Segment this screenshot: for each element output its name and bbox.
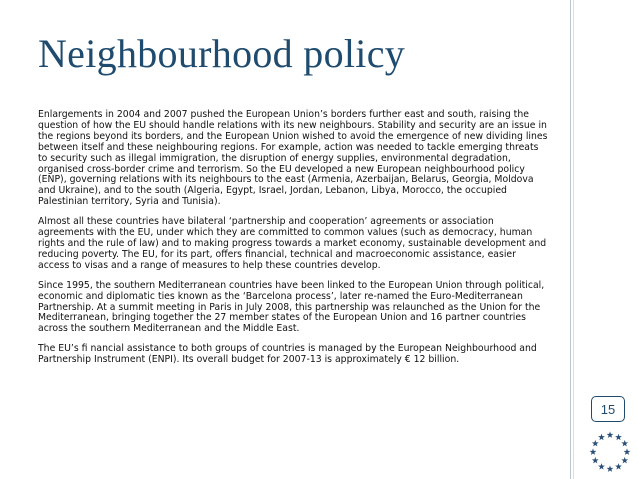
emblem-star <box>615 434 622 441</box>
paragraph-agreements: Almost all these countries have bilateral ‘partnership and cooperation’ agreements or association agreements with the EU, under which they are committed to common values (such as democracy, human rights and the rule of law) and to making progress towards a market economy, sustainable development and reducing poverty. The EU, for its part, offers financial, technical and macroeconomic assistance, easier access to visas and a range of measures to help these countries develop. <box>38 216 547 271</box>
emblem-star <box>615 463 622 470</box>
slide-title: Neighbourhood policy <box>38 31 406 76</box>
emblem-star <box>598 463 605 470</box>
page-number: 15 <box>600 401 616 417</box>
eu-stars-emblem-icon <box>586 428 634 476</box>
right-divider-line <box>570 0 571 479</box>
paragraph-enpi: The EU’s fi nancial assistance to both groups of countries is managed by the European Neighbourhood and Partnership Instrument (ENPI). Its overall budget for 2007-13 is approximately € 12 billion. <box>38 343 537 366</box>
emblem-star <box>590 448 597 455</box>
paragraph-barcelona-process: Since 1995, the southern Mediterranean countries have been linked to the European Union through political, economic and diplomatic ties known as the ‘Barcelona process’, later re-named the Euro-Mediterranean Partnership. At a summit meeting in Paris in July 2008, this partnership was relaunched as the Union for the Mediterranean, bringing together the 27 member states of the European Union and 16 partner countries across the southern Mediterranean and the Middle East. <box>38 279 545 335</box>
emblem-star <box>621 457 628 464</box>
emblem-star <box>592 457 599 464</box>
emblem-star <box>607 465 614 472</box>
emblem-star <box>598 434 605 441</box>
slide-body <box>38 110 550 375</box>
page-number-badge <box>591 396 625 422</box>
emblem-star <box>607 431 614 438</box>
emblem-star <box>624 448 631 455</box>
right-divider-line-secondary <box>573 0 574 479</box>
paragraph-enlargements: Enlargements in 2004 and 2007 pushed the European Union’s borders further east and south, raising the question of how the EU should handle relations with its new neighbours. Stability and security are an issue in the regions beyond its borders, and the European Union wished to avoid the emergence of new dividing lines between itself and these neighbouring regions. For example, action was needed to tackle emerging threats to security such as illegal immigration, the disruption of energy supplies, environmental degradation, organised cross-border crime and terrorism. So the EU developed a new European neighbourhood policy (ENP), governing relations with its neighbours to the east (Armenia, Azerbaijan, Belarus, Georgia, Moldova and Ukraine), and to the south (Algeria, Egypt, Israel, Jordan, Lebanon, Libya, Morocco, the occupied Palestinian territory, Syria and Tunisia). <box>38 109 548 208</box>
emblem-star <box>592 440 599 447</box>
emblem-star <box>621 440 628 447</box>
